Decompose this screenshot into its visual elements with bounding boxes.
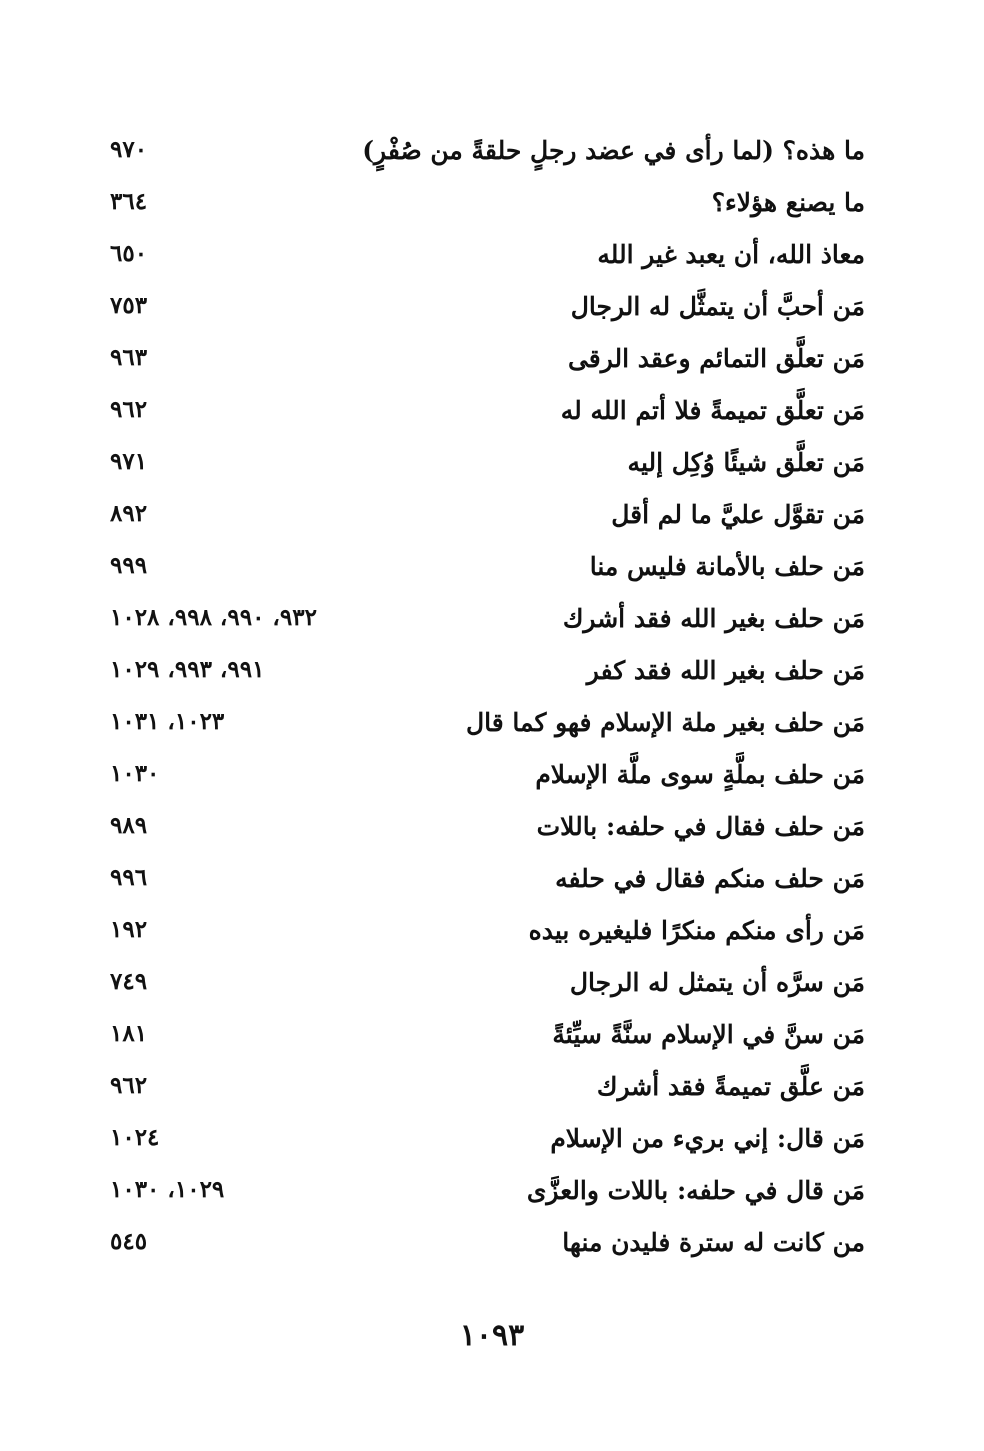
entry-text: ما يصنع هؤلاء؟ <box>711 188 865 217</box>
entry-page-refs: ١٠٢٣، ١٠٣١ <box>110 708 225 735</box>
entry-page-refs: ٦٥٠ <box>110 240 148 267</box>
entry-page-refs: ٩٦٢ <box>110 396 148 423</box>
entry-text: مَن حلف بغير ملة الإسلام فهو كما قال <box>465 708 865 737</box>
entry-text: مَن قال في حلفه: باللات والعزَّى <box>526 1176 865 1205</box>
entry-page-refs: ٩٣٢، ٩٩٠، ٩٩٨، ١٠٢٨ <box>110 604 317 631</box>
entry-page-refs: ٥٤٥ <box>110 1228 148 1255</box>
entry-text: مَن رأى منكم منكرًا فليغيره بيده <box>528 916 865 945</box>
entry-page-refs: ٩٦٢ <box>110 1072 148 1099</box>
index-entry <box>110 858 865 910</box>
index-entry <box>110 1118 865 1170</box>
index-entry <box>110 806 865 858</box>
entry-page-refs: ٩٩١، ٩٩٣، ١٠٢٩ <box>110 656 265 683</box>
entry-text: مَن حلف بملَّةٍ سوى ملَّة الإسلام <box>535 760 865 789</box>
entry-text: مَن تعلَّق شيئًا وُكِل إليه <box>627 448 865 477</box>
index-entry <box>110 910 865 962</box>
page-number: ١٠٩٣ <box>459 1318 525 1353</box>
entry-page-refs: ٣٦٤ <box>110 188 148 215</box>
entry-text: مَن حلف بالأمانة فليس منا <box>589 552 865 581</box>
index-entry <box>110 598 865 650</box>
entry-text: مَن حلف فقال في حلفه: باللات <box>536 812 865 841</box>
entry-text: مَن حلف بغير الله فقد أشرك <box>562 604 865 633</box>
index-entry <box>110 650 865 702</box>
index-entry <box>110 390 865 442</box>
index-entry <box>110 286 865 338</box>
entry-page-refs: ٨٩٢ <box>110 500 148 527</box>
entry-page-refs: ١٠٣٠ <box>110 760 160 787</box>
entry-text: من كانت له سترة فليدن منها <box>562 1228 865 1257</box>
entry-page-refs: ٧٤٩ <box>110 968 148 995</box>
entry-text: ما هذه؟ (لما رأى في عضد رجلٍ حلقةً من صُفْرٍ) <box>362 136 865 165</box>
entry-text: مَن أحبَّ أن يتمثَّل له الرجال <box>570 292 865 321</box>
entry-page-refs: ٩٩٩ <box>110 552 148 579</box>
entry-text: مَن تعلَّق التمائم وعقد الرقى <box>567 344 865 373</box>
entry-page-refs: ٩٩٦ <box>110 864 148 891</box>
entry-text: مَن سرَّه أن يتمثل له الرجال <box>569 968 865 997</box>
entry-page-refs: ١٨١ <box>110 1020 148 1047</box>
index-entry <box>110 702 865 754</box>
entry-page-refs: ١٩٢ <box>110 916 148 943</box>
entry-text: مَن علَّق تميمةً فقد أشرك <box>596 1072 865 1101</box>
index-list <box>110 130 865 1274</box>
index-entry <box>110 754 865 806</box>
index-entry <box>110 338 865 390</box>
index-entry <box>110 130 865 182</box>
entry-page-refs: ٩٦٣ <box>110 344 148 371</box>
entry-page-refs: ١٠٢٩، ١٠٣٠ <box>110 1176 225 1203</box>
entry-text: مَن تعلَّق تميمةً فلا أتم الله له <box>560 396 865 425</box>
index-entry <box>110 182 865 234</box>
index-entry <box>110 1170 865 1222</box>
entry-text: معاذ الله، أن يعبد غير الله <box>597 240 865 269</box>
entry-page-refs: ٧٥٣ <box>110 292 148 319</box>
index-entry <box>110 546 865 598</box>
entry-text: مَن حلف بغير الله فقد كفر <box>586 656 865 685</box>
index-entry <box>110 1222 865 1274</box>
entry-text: مَن سنَّ في الإسلام سنَّةً سيِّئةً <box>552 1020 865 1049</box>
entry-text: مَن قال: إني بريء من الإسلام <box>550 1124 865 1153</box>
index-entry <box>110 1066 865 1118</box>
entry-text: مَن تقوَّل عليَّ ما لم أقل <box>611 500 865 529</box>
index-entry <box>110 442 865 494</box>
entry-page-refs: ٩٨٩ <box>110 812 148 839</box>
index-entry <box>110 1014 865 1066</box>
index-entry <box>110 234 865 286</box>
entry-page-refs: ٩٧٠ <box>110 136 148 163</box>
entry-page-refs: ٩٧١ <box>110 448 148 475</box>
entry-text: مَن حلف منكم فقال في حلفه <box>555 864 865 893</box>
index-entry <box>110 962 865 1014</box>
entry-page-refs: ١٠٢٤ <box>110 1124 160 1151</box>
index-entry <box>110 494 865 546</box>
